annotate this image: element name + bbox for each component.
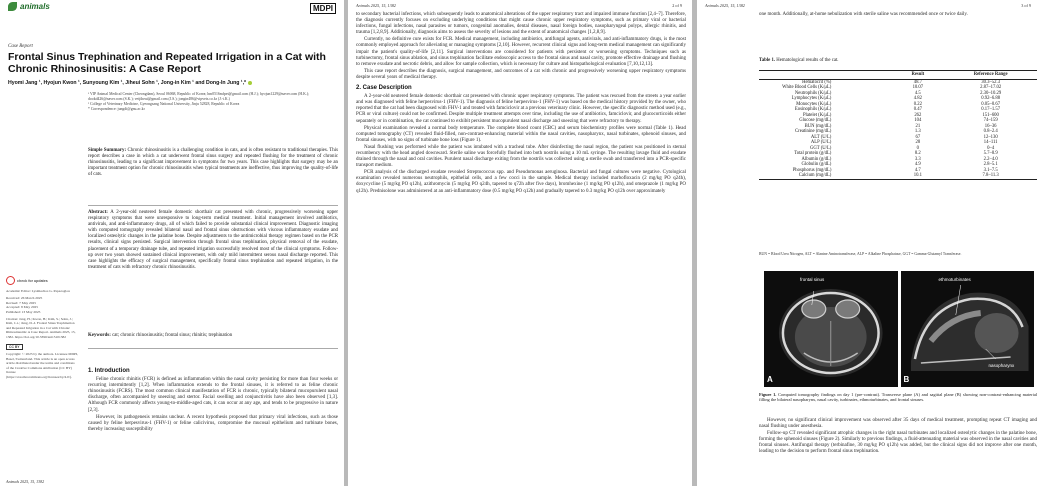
table-caption-text: Hematological results of the cat.: [776, 58, 839, 63]
reference-cell: 0.8–2.4: [983, 129, 998, 134]
paragraph: Physical examination revealed a normal body temperature. The complete blood count (CBC) and serum biochemistry profiles were normal (Table 1). Head computed tomography (CT) revealed fluid-filled, non-contrast-enhancing material within the nasal cavities, nasopharynx, nasal turbinates, sphenoid sinuses, and frontal sinuses, with no signs of turbinate bone loss (Figure 1).: [356, 125, 686, 143]
page-1: [0, 0, 344, 486]
simple-summary: [88, 148, 338, 178]
figure-caption-label: Figure 1.: [759, 392, 777, 397]
running-header: Animals 2025, 15, 1382: [705, 3, 745, 8]
page-3-top: [759, 12, 1037, 19]
affiliation-1: ¹ VIP Animal Medical Center (Cheongdam), Seoul 06068, Republic of Korea; hm0516mfpet@gmail.com (H.J.); hyojun1229@naver.com (H.K.); dookd426@naver.com (S.K.); vetjiheui@gmail.com (J.S.); jongin486@vipvets.co.kr (J.-i.K.): [88, 92, 310, 101]
result-cell: 0.47: [913, 107, 922, 112]
paragraph: A 2-year-old neutered female domestic shorthair cat presented with chronic upper respiratory symptoms. The patient was rescued from the streets a year earlier and was diagnosed with feline herpesvirus-1 (FHV-1). The diagnosis of feline herpesvirus-1 (FHV-1) was based on the medical history provided by the owner, who reported that the cat had been diagnosed with FHV-1 and treated with famciclovir at a previous veterinary clinic. However, the specific diagnostic method used (e.g., PCR or viral culture) could not be confirmed. Despite multiple treatment attempts over time, including the use of antibiotics, famciclovir, and glucocorticoids either separately or in combination, the cat continued to exhibit persistent mucopurulent nasal discharge and sneezing that were refractory to therapy.: [356, 94, 686, 124]
table-note: BUN = Blood Urea Nitrogen, ALT = Alanine Aminotransferase, ALP = Alkaline Phosphatase, GGT = Gamma-Glutamyl Transferase.: [759, 252, 962, 256]
reference-cell: 5.7–8.9: [983, 151, 998, 156]
result-cell: 10.1: [891, 173, 944, 179]
parameter-cell: BUN (mg/dL): [804, 123, 832, 129]
keywords: [88, 333, 338, 339]
parameter-cell: Monocytes (K/μL): [796, 101, 832, 107]
panel-label-a: A: [767, 375, 773, 384]
orcid-icon[interactable]: [248, 81, 252, 85]
academic-editor: Academic Editor: Lysimachos G. Papazoglou: [6, 289, 70, 293]
paragraph: Follow-up CT revealed significant atrophic changes in the right nasal turbinates and localized osteolytic changes in the palatine bone, forming the sphenoid sinuses (Figure 2). Similarly to previous findings, a fluid-attenuating material was observed in the nasal cavities and frontal sinuses. Antifungal therapy (terbinafine, 30 mg/kg PO q12h) was added, but the clinical signs did not improve after one month, leading to the decision to perform frontal sinus trephination.: [759, 431, 1037, 455]
result-cell: 8.2: [914, 151, 921, 156]
keywords-text: cat; chronic rhinosinusitis; frontal sinus; rhinitis; trephination: [112, 333, 233, 338]
label-ethmoturbinates: ethmoturbinates: [938, 277, 971, 282]
result-cell: 21: [915, 123, 921, 129]
check-updates-label: check for updates: [17, 278, 48, 283]
reference-cell: 2.8–5.1: [983, 162, 998, 167]
table-caption-label: Table 1.: [759, 58, 776, 63]
abstract: [88, 210, 338, 271]
ct-sagittal-image: [901, 271, 1035, 387]
abstract-text: A 2-year-old neutered female domestic shorthair cat presented with chronic, progressively worsening upper respiratory symptoms that were unresponsive to long-term medical treatment. Initial management involved antibiotics, antivirals, and anti-inflammatory drugs, all of which failed to provide substantial clinical improvement. Diagnostic imaging with computed tomography revealed bilateral nasal and frontal sinus obstructions with viscous inflammatory exudate and localized osteolytic changes in the palatine bone. Despite adjustments to the antimicrobial therapy regimen based on the PCR results, clinical signs persisted. Surgical intervention through frontal sinus trephination, physical removal of the exudate, placement of a temporary drainage tube, and repeated irrigation successfully resolved most of the clinical symptoms. Follow-up over two years showed sustained clinical improvement, with only mild intermittent serous nasal discharge reported. This case highlights the efficacy of surgical management, specifically frontal sinus trephination and repeated irrigation, in the treatment of cats with refractory chronic rhinosinusitis.: [88, 210, 339, 270]
reference-cell: 0–4: [987, 145, 995, 151]
paragraph: However, no significant clinical improvement was observed after 35 days of medical treatment, prompting repeat CT imaging and nasal flushing under anesthesia.: [759, 418, 1037, 430]
page-number: 2 of 9: [672, 3, 682, 8]
result-cell: 4.9: [914, 162, 921, 167]
result-cell: 0.22: [913, 101, 922, 107]
reference-cell: 12–130: [983, 134, 998, 140]
running-header: Animals 2025, 15, 1382: [356, 3, 396, 8]
result-cell: 67: [915, 134, 921, 140]
figure-1: [764, 271, 1034, 387]
table-caption: [759, 58, 839, 63]
reference-cell: 30.3–52.3: [981, 79, 1001, 85]
ct-transverse-image: [764, 271, 898, 387]
parameter-cell: Eosinophils (K/μL): [794, 107, 832, 112]
reference-cell: 14–111: [983, 140, 998, 145]
hematology-table: [759, 70, 1037, 180]
paragraph: Nasal flushing was performed while the patient was intubated with a tracheal tube. After disinfecting the nasal region, the patient was positioned in sternal recumbency with the head angled downward. Sterile saline was forcefully flushed into both nostrils using a 10 mL syringe. The resulting lavage fluid and exudate drained through the nasal and oral cavities. Purulent nasal discharge exiting from the nostrils was collected using a sterile swab and transferred into a PCR-specific transport medium.: [356, 144, 686, 169]
reference-cell: 16–36: [984, 123, 997, 129]
parameter-cell: ALP (U/L): [810, 140, 832, 145]
page-3: [697, 0, 1041, 486]
label-nasopharynx: nasopharynx: [988, 363, 1015, 368]
parameter-cell: Hematocrit (%): [802, 79, 832, 85]
result-cell: 262: [914, 112, 922, 118]
parameter-cell: Globulin (g/dL): [801, 162, 832, 167]
author-list: [8, 80, 338, 86]
accepted-date: Accepted: 8 May 2025: [6, 305, 38, 310]
reference-cell: 0.92–6.88: [981, 96, 1001, 101]
reference-cell: 2.87–17.02: [980, 85, 1002, 90]
ct-panel-b: [901, 271, 1035, 387]
abstract-label: Abstract:: [88, 210, 108, 215]
section-heading: 2. Case Description: [356, 85, 412, 92]
reference-cell: 2.30–10.29: [980, 90, 1002, 96]
divider: [88, 205, 338, 206]
parameter-cell: Total protein (g/dL): [794, 151, 832, 156]
parameter-cell: Platelet (K/μL): [802, 112, 832, 118]
page-2-body: [356, 12, 686, 196]
parameter-cell: Phosphorus (mg/dL): [792, 167, 832, 173]
keywords-label: Keywords:: [88, 333, 111, 338]
introduction: [88, 364, 338, 434]
revised-date: Revised: 7 May 2025: [6, 300, 37, 305]
reference-cell: 151–600: [982, 112, 999, 118]
reference-cell: 0.05–0.67: [981, 101, 1001, 107]
journal-name: animals: [20, 2, 50, 11]
reference-cell: 2.2–4.0: [983, 156, 998, 162]
journal-logo: [8, 2, 50, 11]
summary-text: Chronic rhinosinusitis is a challenging condition in cats, and is often resistant to traditional therapies. This report describes a case in which a cat underwent frontal sinus surgery and repeated flushing for the treatment of chronic rhinosinusitis, leading to a significant improvement in symptoms for two years. This case highlights that surgery may be an important treatment option for chronic rhinosinusitis when typical treatments are ineffective, thus improving the quality-of-life of cats.: [88, 148, 338, 178]
page-number: 3 of 9: [1021, 3, 1031, 8]
parameter-cell: White Blood Cells (K/μL): [782, 85, 832, 90]
paragraph: However, its pathogenesis remains unclear. A recent hypothesis proposed that primary viral infections, such as those caused by feline herpesvirus-1 (FHV-1) or feline calicivirus, compromise the mucosal epithelium and turbinate bones, thereby increasing susceptibility: [88, 414, 338, 432]
cc-license-badge[interactable]: CC BY: [6, 344, 23, 350]
article-title: Frontal Sinus Trephination and Repeated Irrigation in a Cat with Chronic Rhinosinusitis: A Case Report: [8, 51, 326, 75]
result-cell: 4.7: [914, 167, 921, 173]
check-updates-badge[interactable]: [6, 276, 78, 285]
parameter-cell: Neutrophils (K/μL): [794, 90, 832, 96]
parameter-cell: Glucose (mg/dL): [799, 118, 832, 123]
page-footer: Animals 2025, 15, 1382: [6, 479, 45, 484]
article-type: Case Report: [8, 44, 33, 49]
figure-caption-text: Computed tomography findings on day 1 (pre-contrast). Transverse plane (A) and sagittal plane (B) showing non-contrast-enhancing material filling the bilateral nasopharynx, nasal cavity, turbinates, ethmoturbinates, and frontal sinuses.: [759, 392, 1038, 403]
paragraph: one month. Additionally, at-home nebulization with sterile saline was recommended once or twice daily.: [759, 12, 968, 17]
result-cell: 3.3: [914, 156, 921, 162]
column-header: Reference Range: [944, 71, 1037, 80]
parameter-cell: ALT (U/L): [810, 134, 832, 140]
paragraph: PCR analysis of the discharged exudate revealed Streptococcus spp. and Pseudomonas aeruginosa. Bacterial and fungal cultures were negative. Cytological examination revealed numerous neutrophils, epithelial cells, and a few cocci in the sample. Medical therapy included marbofloxacin (2 mg/kg PO q24h), doxycycline (5 mg/kg PO q12h), azithromycin (5 mg/kg PO q24h, tapered to q72h after five days), bromhexine (1 mg/kg PO q12h), and omeprazole (1 mg/kg PO q12h). Prednisolone was administered at an anti-inflammatory dose (0.5 mg/kg PO q12h) and gradually tapered to 0.3 mg/kg PO q12h over approximately: [356, 170, 686, 194]
sidebar-meta: [6, 276, 78, 379]
divider: [88, 348, 338, 349]
label-frontal-sinus: frontal sinus: [800, 277, 825, 282]
table-header-row: [759, 71, 1037, 80]
section-heading: 1. Introduction: [88, 368, 130, 374]
result-cell: 4.5: [914, 90, 921, 96]
result-cell: 10.07: [912, 85, 924, 90]
correspondence: * Correspondence: jungdi@gnu.ac.kr: [88, 107, 145, 111]
parameter-cell: Creatinine (mg/dL): [795, 129, 832, 134]
result-cell: 104: [914, 118, 922, 123]
page-3-bottom: [759, 418, 1037, 457]
paragraph: to secondary bacterial infections, which subsequently leads to anatomical alterations of the upper respiratory tract and impaired immune function [2,4–7]. Therefore, the diagnosis currently focuses on excluding underlying conditions that might cause chronic upper respiratory symptoms, such as primary viral or bacterial infections, fungal infections, nasal parasites or tumors, congenital anomalies, dental diseases, nasal foreign bodies, nasopharyngeal polyps, allergic rhinitis, and trauma [1,2,8,9]. Additionally, diagnosis aims to assess the severity of lesions and the extent of anatomical changes [1,2,8,9].: [356, 12, 686, 36]
parameter-cell: GGT (U/L): [809, 145, 832, 151]
publisher-logo: MDPI: [310, 3, 336, 14]
figure-caption: [759, 392, 1037, 402]
citation: Citation: Jang, H.; Kwon, H.; Kim, S.; Sohn, J.; Kim, J.-i.; Jung, D.-I. Frontal Sinus Trephination and Repeated Irrigation in a Cat with Chronic Rhinosinusitis: A Case Report. Animals 2025, 15, 1382. https://doi.org/10.3390/ani15101382: [6, 317, 76, 339]
ct-panel-a: [764, 271, 898, 387]
parameter-cell: Lymphocytes (K/μL): [791, 96, 832, 101]
result-cell: 4.82: [913, 96, 922, 101]
reference-cell: 3.1–7.5: [983, 167, 998, 173]
column-header: [759, 71, 891, 80]
copyright: Copyright: © 2025 by the authors. Licensee MDPI, Basel, Switzerland. This article is an open access article distributed under the terms and conditions of the Creative Commons Attribution (CC BY) license (https://creativecommons.org/licenses/by/4.0/).: [6, 352, 78, 379]
leaf-icon: [8, 2, 17, 11]
check-updates-icon: [6, 276, 15, 285]
paragraph: Feline chronic rhinitis (FCR) is defined as inflammation within the nasal cavity persisting for more than four weeks or recurring intermittently [1,2]. When inflammation extends to the frontal sinuses, it is referred to as feline chronic rhinosinusitis (FCRS). The most common clinical manifestation of FCR is chronic, typically bilateral mucopurulent nasal discharge, often accompanied by sneezing and stertor. Facial swelling and conjunctivitis have also been observed [1,3]. Although FCR commonly affects young-to-middle-aged cats, it can occur at any age, and tends to be progressive in nature [2,3].: [88, 377, 338, 413]
parameter-cell: Calcium (mg/dL): [759, 173, 891, 179]
affiliations: [88, 92, 338, 112]
authors-text: Hyomi Jang ¹, Hyojun Kwon ¹, Sunyoung Kim ¹, Jiheui Sohn ¹, Jong-in Kim ¹ and Dong-In Jung ¹,*: [8, 80, 247, 86]
result-cell: 0: [916, 145, 920, 151]
reference-cell: 0.17–1.57: [981, 107, 1001, 112]
column-header: Result: [891, 71, 944, 80]
result-cell: 1.3: [914, 129, 921, 134]
result-cell: 28: [915, 140, 921, 145]
parameter-cell: Albumin (g/dL): [801, 156, 832, 162]
summary-label: Simple Summary:: [88, 148, 127, 153]
result-cell: 48.7: [913, 79, 922, 85]
panel-label-b: B: [903, 375, 910, 384]
reference-cell: 7.8–11.3: [944, 173, 1037, 179]
published-date: Published: 13 May 2025: [6, 309, 41, 314]
paragraph: This case report describes the diagnosis, surgical management, and outcomes of a cat with chronic and progressively worsening upper respiratory symptoms despite several years of medical therapy.: [356, 68, 686, 80]
received-date: Received: 26 March 2025: [6, 296, 43, 301]
table-row: [759, 173, 1037, 179]
reference-cell: 74–159: [983, 118, 998, 123]
affiliation-2: ² College of Veterinary Medicine, Gyeongsang National University, Jinju 52828, Republic of Korea: [88, 102, 240, 106]
paragraph: Currently, no definitive cure exists for FCR. Medical management, including antibiotics, antifungal agents, antivirals, and anti-inflammatory drugs, is the most commonly employed approach for alleviating or managing symptoms [2,10]. However, recurrent clinical signs and long-term medical management can significantly impair the patient's quality-of-life [2,11]. Surgical interventions are considered for patients with persistent or worsening symptoms. Techniques such as turbinectomy, frontal sinus ablation, and sinus trephination facilitate endoscopic access to the frontal sinus and nasal cavity, promote effective drainage and flushing to remove exudate and necrotic debris, and allow for sample collection, which is necessary for culture and histopathological evaluation [7,10,12,13].: [356, 37, 686, 67]
page-2: [348, 0, 692, 486]
